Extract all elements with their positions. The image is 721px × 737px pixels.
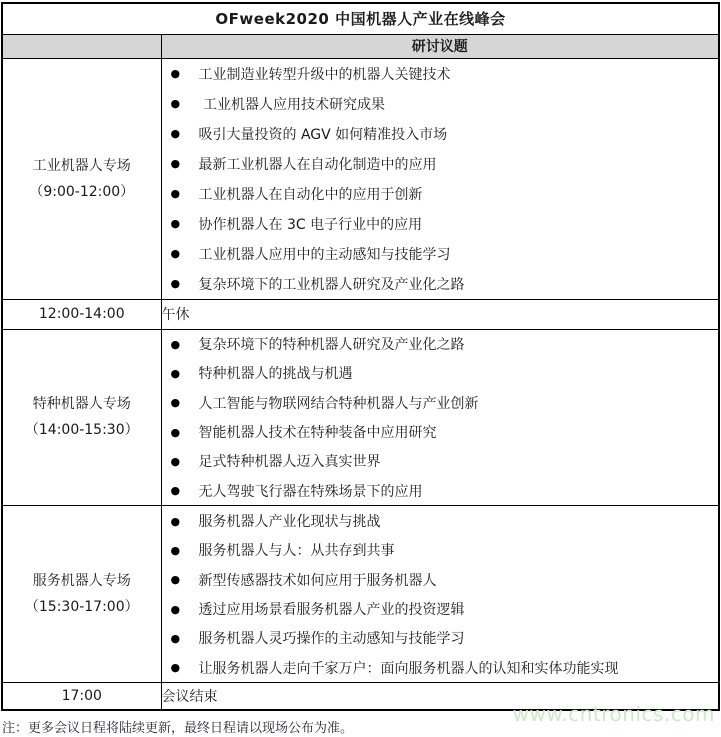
- topic-list: [162, 59, 719, 299]
- bullet-icon: ●: [170, 366, 181, 380]
- topic-item: [162, 506, 719, 535]
- bullet-icon: ●: [170, 97, 181, 110]
- topic-text: 服务机器人与人：从共存到共事: [198, 543, 395, 560]
- session-label-cell: [2, 58, 161, 299]
- bullet-icon: ●: [170, 602, 181, 616]
- topic-item: [162, 653, 719, 682]
- bullet-icon: ●: [170, 396, 181, 410]
- row-content: 会议结束: [161, 683, 719, 710]
- topic-item: [162, 59, 719, 89]
- topic-item: [162, 447, 719, 476]
- topic-text: 人工智能与物联网结合特种机器人与产业创新: [198, 395, 479, 412]
- row-content: 午休: [161, 299, 719, 329]
- bullet-icon: ●: [170, 573, 181, 587]
- topic-text: 无人驾驶飞行器在特殊场景下的应用: [198, 483, 423, 500]
- topic-item: [162, 417, 719, 446]
- bullet-icon: ●: [170, 247, 181, 260]
- watermark: www.cntronics.com: [512, 702, 715, 726]
- session-topics-cell: [161, 58, 719, 299]
- time-label: 17:00: [2, 683, 161, 710]
- topic-item: [162, 149, 719, 179]
- topic-item: [162, 624, 719, 653]
- schedule-table: [1, 2, 720, 711]
- bullet-icon: ●: [170, 484, 181, 498]
- session-topics-cell: [161, 329, 719, 506]
- topic-item: [162, 269, 719, 299]
- bullet-icon: ●: [170, 337, 181, 351]
- topic-item: [162, 536, 719, 565]
- session-name: 特种机器人专场: [32, 396, 131, 413]
- topic-item: [162, 330, 719, 359]
- topic-text: 协作机器人在 3C 电子行业中的应用: [198, 216, 423, 233]
- header-empty-cell: [2, 34, 161, 58]
- topic-item: [162, 594, 719, 623]
- session-time: （15:30-17:00）: [24, 599, 139, 616]
- session-topics-cell: [161, 506, 719, 683]
- topic-text: 吸引大量投资的 AGV 如何精准投入市场: [198, 126, 448, 143]
- topic-text: 工业机器人应用中的主动感知与技能学习: [198, 246, 451, 263]
- session-name: 工业机器人专场: [32, 157, 131, 174]
- bullet-icon: ●: [170, 67, 181, 80]
- header-row: [2, 34, 719, 58]
- session-time: （14:00-15:30）: [24, 422, 139, 439]
- session-row: [2, 58, 719, 299]
- topic-text: 新型传感器技术如何应用于服务机器人: [198, 572, 437, 589]
- topic-item: [162, 119, 719, 149]
- footnote: 注：更多会议日程将陆续更新，最终日程请以现场公布为准。: [2, 720, 354, 736]
- topic-text: 服务机器人灵巧操作的主动感知与技能学习: [198, 631, 465, 648]
- session-name: 服务机器人专场: [32, 573, 131, 590]
- session-label-cell: [2, 506, 161, 683]
- title-row: [2, 3, 719, 34]
- bullet-icon: ●: [170, 514, 181, 528]
- session-label-cell: [2, 329, 161, 506]
- simple-row: [2, 299, 719, 329]
- topic-text: 最新工业机器人在自动化制造中的应用: [198, 156, 437, 173]
- bullet-icon: ●: [170, 217, 181, 230]
- time-label: 12:00-14:00: [2, 299, 161, 329]
- bullet-icon: ●: [170, 277, 181, 290]
- session-row: [2, 506, 719, 683]
- bullet-icon: ●: [170, 454, 181, 468]
- topic-item: [162, 89, 719, 119]
- topic-text: 智能机器人技术在特种装备中应用研究: [198, 425, 437, 442]
- topic-text: 服务机器人产业化现状与挑战: [198, 514, 381, 531]
- session-time: （9:00-12:00）: [29, 183, 135, 200]
- topic-text: 透过应用场景看服务机器人产业的投资逻辑: [198, 602, 465, 619]
- bullet-icon: ●: [170, 661, 181, 675]
- session-row: [2, 329, 719, 506]
- topic-list: [162, 506, 719, 682]
- topic-item: [162, 239, 719, 269]
- bullet-icon: ●: [170, 127, 181, 140]
- page-title: OFweek2020 中国机器人产业在线峰会: [2, 3, 719, 34]
- topic-item: [162, 179, 719, 209]
- topic-item: [162, 209, 719, 239]
- topic-item: [162, 476, 719, 505]
- topic-list: [162, 330, 719, 506]
- topic-text: 工业机器人应用技术研究成果: [198, 96, 385, 113]
- topic-text: 复杂环境下的特种机器人研究及产业化之路: [198, 337, 465, 354]
- topic-item: [162, 565, 719, 594]
- bullet-icon: ●: [170, 543, 181, 557]
- topic-text: 复杂环境下的工业机器人研究及产业化之路: [198, 276, 465, 293]
- bullet-icon: ●: [170, 631, 181, 645]
- topic-text: 足式特种机器人迈入真实世界: [198, 454, 381, 471]
- topic-item: [162, 359, 719, 388]
- topic-text: 让服务机器人走向千家万户：面向服务机器人的认知和实体功能实现: [198, 660, 619, 677]
- topic-text: 工业机器人在自动化中的应用于创新: [198, 186, 423, 203]
- header-topics-label: 研讨议题: [161, 34, 719, 58]
- topic-text: 工业制造业转型升级中的机器人关键技术: [198, 66, 451, 83]
- bullet-icon: ●: [170, 157, 181, 170]
- bullet-icon: ●: [170, 187, 181, 200]
- bullet-icon: ●: [170, 425, 181, 439]
- topic-text: 特种机器人的挑战与机遇: [198, 366, 353, 383]
- topic-item: [162, 388, 719, 417]
